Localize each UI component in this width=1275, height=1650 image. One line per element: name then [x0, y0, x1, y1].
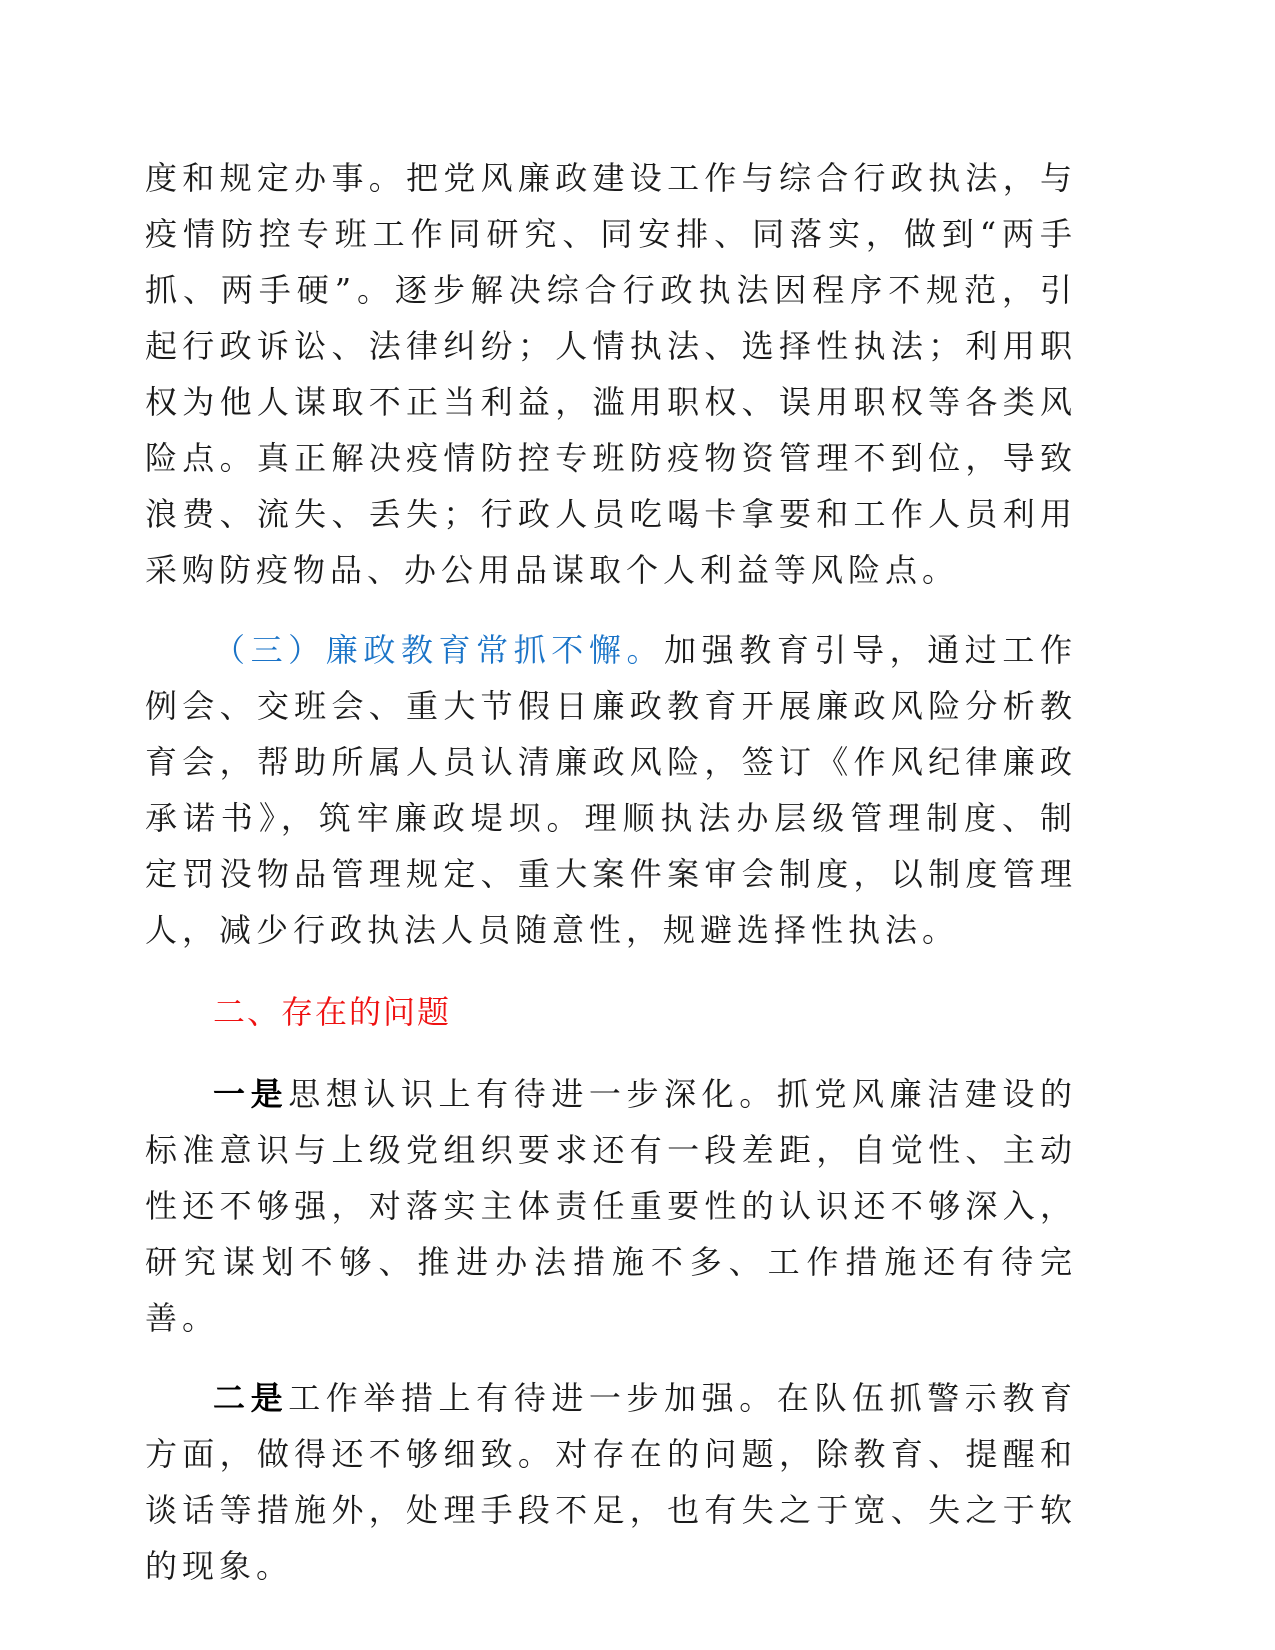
paragraph-text: 思想认识上有待进一步深化。抓党风廉洁建设的标准意识与上级党组织要求还有一段差距，自觉性、主动性还不够强，对落实主体责任重要性的认识还不够深入，研究谋划不够、推进办法措施不多、工作措施还有待完善。: [145, 1075, 1077, 1337]
problem-lead-label: 二是: [213, 1379, 289, 1417]
paragraph-spacer: [145, 958, 1077, 984]
subheading-integrity-education: （三）廉政教育常抓不懈。: [213, 631, 665, 669]
paragraph-spacer: [145, 1346, 1077, 1370]
paragraph-text: 度和规定办事。把党风廉政建设工作与综合行政执法，与疫情防控专班工作同研究、同安排、同落实，做到“两手抓、两手硬”。逐步解决综合行政执法因程序不规范，引起行政诉讼、法律纠纷；人情执法、选择性执法；利用职权为他人谋取不正当利益，滥用职权、误用职权等各类风险点。真正解决疫情防控专班防疫物资管理不到位，导致浪费、流失、丢失；行政人员吃喝卡拿要和工作人员利用采购防疫物品、办公用品谋取个人利益等风险点。: [145, 159, 1077, 589]
problem-lead-label: 一是: [213, 1075, 289, 1113]
document-body: [145, 150, 1077, 1594]
paragraph-spacer: [145, 1040, 1077, 1066]
paragraph-integrity-education: [145, 622, 1077, 958]
paragraph-spacer: [145, 598, 1077, 622]
section-heading-existing-problems: 二、存在的问题: [213, 993, 452, 1031]
paragraph-text: 加强教育引导，通过工作例会、交班会、重大节假日廉政教育开展廉政风险分析教育会，帮助所属人员认清廉政风险，签订《作风纪律廉政承诺书》，筑牢廉政堤坝。理顺执法办层级管理制度、制定罚没物品管理规定、重大案件案审会制度，以制度管理人，减少行政执法人员随意性，规避选择性执法。: [145, 631, 1077, 949]
paragraph-problem-one: [145, 1066, 1077, 1346]
paragraph-text: 工作举措上有待进一步加强。在队伍抓警示教育方面，做得还不够细致。对存在的问题，除教育、提醒和谈话等措施外，处理手段不足，也有失之于宽、失之于软的现象。: [145, 1379, 1077, 1585]
paragraph-continuation: [145, 150, 1077, 598]
paragraph-problem-two: [145, 1370, 1077, 1594]
